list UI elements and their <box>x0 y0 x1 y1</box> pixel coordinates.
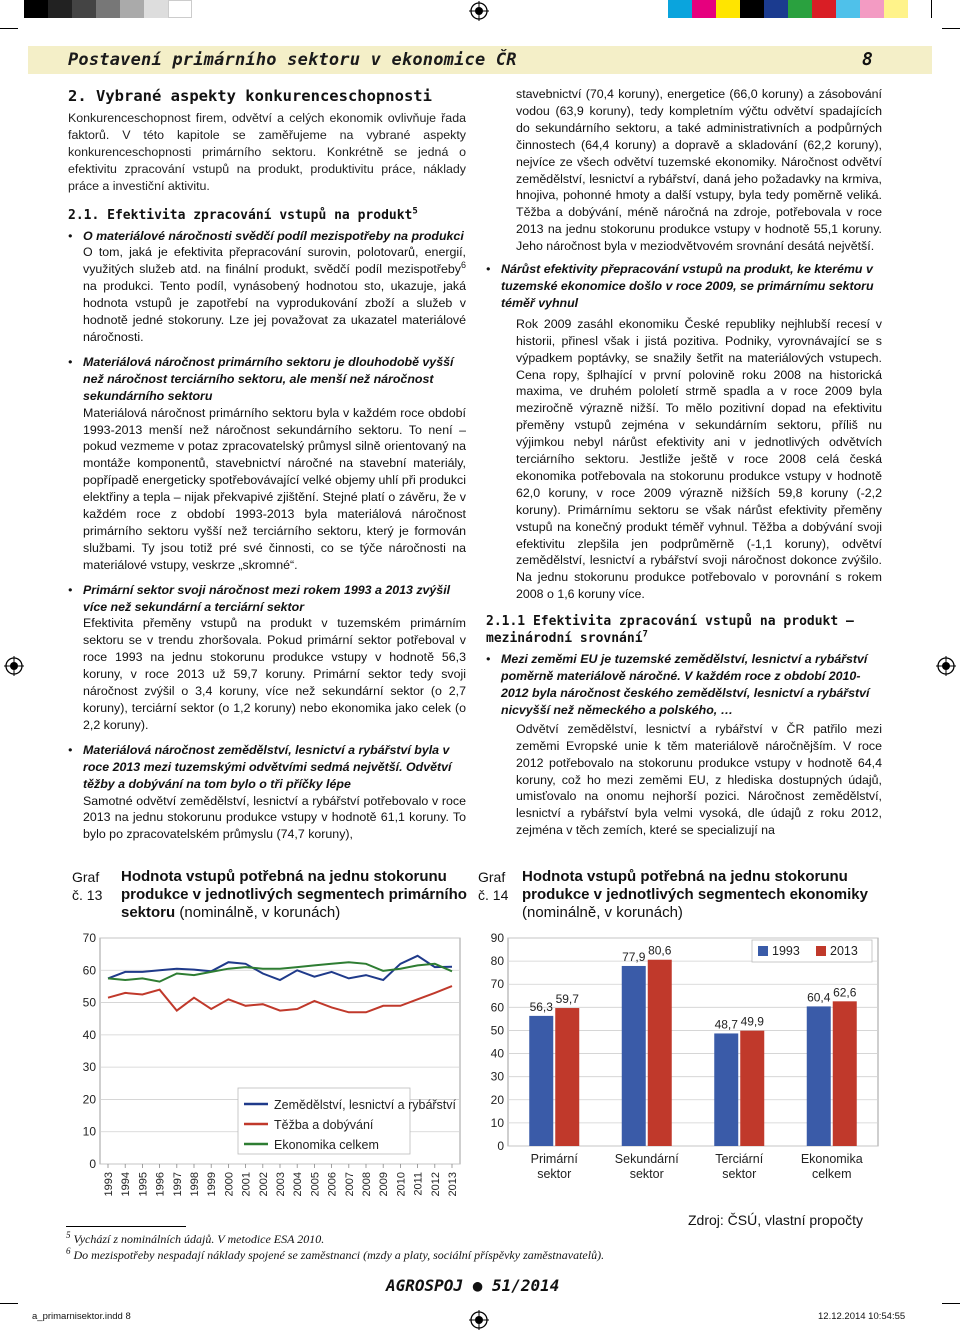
data-label: 49,9 <box>740 1014 764 1029</box>
y-tick-label: 10 <box>490 1115 504 1130</box>
figure-label-line: č. 13 <box>72 887 103 903</box>
figure-title-text: Hodnota vstupů potřebná na jednu stokorunu produkce v jednotlivých segmentech primárního sektoru <box>121 868 467 921</box>
x-tick-label: 1995 <box>137 1172 150 1197</box>
body-paragraph: Efektivita přeměny vstupů na produkt v tuzemském primárním sektoru se v trendu zhoršovala. Pokud primární sektor potřeboval v roce 1993 na jednu stokorunu produkce vstupy v hodnotě 56,3 koruny, v roce 2013 už 59,7 koruny. Primární sektor tedy svoji náročnost zvýšil o 3,4 koruny, více než sekundární sektor (o 2,7 koruny), terciární sektor (o 1,2 koruny) nebo ekonomika jako celek (o 2,2 koruny). <box>83 616 466 732</box>
bar <box>529 1016 553 1146</box>
x-tick-label: 2006 <box>326 1172 339 1197</box>
x-tick-label: Terciární <box>715 1152 764 1166</box>
x-tick-label: Sekundární <box>614 1152 679 1166</box>
x-tick-label: 1994 <box>120 1172 133 1197</box>
x-tick-label: 2004 <box>292 1172 305 1197</box>
y-tick-label: 10 <box>82 1124 96 1139</box>
crop-mark <box>942 28 960 29</box>
y-tick-label: 40 <box>490 1046 504 1061</box>
legend-label: 1993 <box>772 944 800 958</box>
x-tick-label: 1996 <box>154 1172 167 1197</box>
registration-mark-icon <box>936 656 956 676</box>
x-tick-label: 2002 <box>257 1172 270 1197</box>
body-paragraph: Materiálová náročnost primárního sektoru byla v každém roce období 1993-2013 menší než náročnost sekundárního sektoru. To není – pokud vezmeme v potaz zpracovatelský průmysl silně orientovaný na montáže komponentů, stavebnictví náročné na stavební materiály, popřípadě energeticky spotřebovávající velké objemy uhlí při produkci elektřiny a tepla – nijak překvapivé zjištění. Stejné platí o závěru, že v každém roce z období 1993-2013 byla materiálová náročnost primárního sektoru vyšší než terciárního sektoru, který je formován službami. Ty jsou totiž pré své činnosti, co se týče náročnosti na materiálové vstupy, veskrze „skromné“. <box>83 405 466 572</box>
y-tick-label: 50 <box>490 1023 504 1038</box>
footnote <box>66 1248 604 1262</box>
body-paragraph <box>83 244 466 345</box>
bullet-heading: • Mezi zeměmi EU je tuzemské zemědělství, lesnictví a rybářství poměrně materiálově náročné. V každém roce z období 2010-2012 byla náročnost českého zemědělství, lesnictví a rybářství nicvyšší než německého a polského, … <box>501 651 882 719</box>
data-label: 60,4 <box>807 990 831 1005</box>
crop-mark <box>28 0 29 18</box>
y-tick-label: 20 <box>490 1092 504 1107</box>
legend-label: 2013 <box>830 944 858 958</box>
y-tick-label: 0 <box>89 1157 96 1171</box>
figure-label-line: Graf <box>72 869 100 885</box>
y-tick-label: 50 <box>82 995 96 1010</box>
x-tick-label: 2012 <box>429 1172 442 1197</box>
bullet-heading: • Primární sektor svoji náročnost mezi rokem 1993 a 2013 zvýšil více než sekundární a terciární sektor <box>83 582 466 616</box>
bar <box>740 1031 764 1146</box>
y-tick-label: 60 <box>82 963 96 978</box>
x-tick-label: sektor <box>722 1167 757 1181</box>
subsection-heading <box>486 613 882 647</box>
figure-label-line: č. 14 <box>478 887 509 903</box>
crop-mark <box>0 28 18 29</box>
left-column <box>68 86 466 843</box>
footer-brand: AGROSPOJ ● 51/2014 <box>386 1276 560 1295</box>
source-note: Zdroj: ČSÚ, vlastní propočty <box>688 1212 864 1228</box>
legend-label: Zemědělství, lesnictví a rybářství <box>274 1098 457 1112</box>
x-tick-label: 1998 <box>189 1172 201 1197</box>
page-number: 8 <box>862 49 873 70</box>
crop-mark <box>931 0 932 18</box>
x-tick-label: 2011 <box>412 1172 425 1196</box>
body-text: na produkci. Tento podíl, vynásobený hodnotou sto, ukazuje, jaká hodnota vstupů je zapotřebí na vyprodukování zboží a služeb v hodnotě jedné stokoruny. Lze jej považovat za ukazatel materiálové náročnosti. <box>83 279 466 344</box>
figure-title <box>522 868 872 922</box>
x-tick-label: 2000 <box>223 1172 236 1197</box>
subsection-heading <box>68 207 466 224</box>
x-tick-label: 2003 <box>275 1172 287 1197</box>
footnote-text: Do mezispotřeby nespadají náklady spojené se zaměstnanci (mzdy a platy, sociální příspěvky zaměstnavatelů). <box>73 1248 605 1262</box>
body-text: O tom, jaká je efektivita přepracování surovin, polotovarů, energií, využitých služeb atd. na finální produkt, svědčí podíl mezispotřeby <box>83 245 466 277</box>
data-label: 59,7 <box>555 992 579 1007</box>
slug-filename: a_primarnisektor.indd 8 <box>32 1311 131 1322</box>
footnote <box>66 1232 324 1246</box>
bar <box>555 1008 579 1146</box>
x-tick-label: 2010 <box>395 1172 408 1197</box>
running-header-title: Postavení primárního sektoru v ekonomice ČR <box>68 50 517 70</box>
subsection-heading-text: 2.1.1 Efektivita zpracování vstupů na produkt – mezinárodní srovnání <box>486 614 854 647</box>
x-tick-label: Ekonomika <box>800 1152 863 1166</box>
data-label: 77,9 <box>622 949 646 964</box>
color-bar-right <box>668 0 908 18</box>
bar <box>807 1006 831 1146</box>
y-tick-label: 30 <box>82 1060 96 1075</box>
color-bar-left <box>24 0 192 18</box>
subsection-heading-text: 2.1. Efektivita zpracování vstupů na produkt <box>68 207 413 223</box>
figure-label <box>478 868 508 904</box>
line-chart <box>68 926 468 1216</box>
slug-timestamp: 12.12.2014 10:54:55 <box>818 1311 906 1322</box>
registration-mark-icon <box>469 1 489 21</box>
legend-swatch <box>758 946 768 956</box>
x-tick-label: sektor <box>629 1167 664 1181</box>
legend-swatch <box>816 946 826 956</box>
registration-mark-icon <box>4 656 24 676</box>
x-tick-label: 1999 <box>206 1172 219 1197</box>
crop-mark <box>0 1303 18 1304</box>
y-tick-label: 60 <box>490 1000 504 1015</box>
y-tick-label: 70 <box>490 977 504 992</box>
footnote-ref: 6 <box>460 260 466 271</box>
y-tick-label: 70 <box>82 931 96 945</box>
registration-mark-icon <box>469 1310 489 1330</box>
footnote-ref: 7 <box>642 629 648 640</box>
data-label: 56,3 <box>529 999 553 1014</box>
bullet-heading: • O materiálové náročnosti svědčí podíl mezispotřeby na produkci <box>83 228 466 245</box>
section-heading: 2. Vybrané aspekty konkurenceschopnosti <box>68 87 432 105</box>
figure-title-units: (nominálně, v korunách) <box>175 904 341 921</box>
y-tick-label: 80 <box>490 954 504 969</box>
data-label: 48,7 <box>714 1017 738 1032</box>
legend-label: Ekonomika celkem <box>274 1138 379 1152</box>
bar <box>714 1033 738 1146</box>
body-paragraph: stavebnictví (70,4 koruny), energetice (66,0 koruny) a zásobování vodou (63,9 koruny), tedy kompletním výčtu odvětví spadajících do sekundárního sektoru, a také administrativních a podpůrných činnostech (64,4 koruny) a dopravě a skladování (62,2 koruny), nejvíce ze všech odvětví tuzemské ekonomiky. Náročnost odvětví zemědělství, lesnictví a rybářství, daná jeho požadavky na krmiva, hnojiva, pohonné hmoty a další vstupy, byla tedy poměrně veliká. Těžba a dobývání, méně náročná na zdroje, potřebovala v roce 2013 na jednu stokorunu produkce vstupy v hodnotě 55,1 koruny. Jeho náročnost byla v meziodvětvovém srovnání desátá největší. <box>516 87 882 254</box>
x-tick-label: 2013 <box>447 1172 459 1197</box>
y-tick-label: 90 <box>490 931 504 945</box>
bar-chart <box>478 926 882 1214</box>
bullet-heading: • Materiálová náročnost primárního sektoru je dlouhodobě vyšší než náročnost terciárního sektoru, ale menší než náročnost sekundárního sektoru <box>83 354 466 405</box>
legend-label: Těžba a dobývání <box>274 1118 374 1132</box>
figure-title <box>121 868 471 922</box>
legend <box>752 940 872 962</box>
figure-title-units: (nominálně, v korunách) <box>522 904 683 921</box>
x-tick-label: Primární <box>530 1152 578 1166</box>
data-label: 62,6 <box>833 985 857 1000</box>
figure-title-text: Hodnota vstupů potřebná na jednu stokorunu produkce v jednotlivých segmentech ekonomiky <box>522 868 868 903</box>
footnote-text: Vychází z nominálních údajů. V metodice ESA 2010. <box>73 1232 325 1246</box>
figure-label-line: Graf <box>478 869 506 885</box>
bullet-heading: • Materiálová náročnost zemědělství, lesnictví a rybářství byla v roce 2013 mezi tuzemskými odvětvími sedmá největší. Odvětví těžby a dobývání na tom bylo o tři příčky lépe <box>83 742 466 793</box>
x-tick-label: 2007 <box>343 1172 356 1197</box>
bar <box>622 966 646 1146</box>
right-column <box>486 86 882 839</box>
x-tick-label: 1993 <box>103 1172 115 1197</box>
data-label: 80,6 <box>648 943 672 958</box>
footnote-number: 5 <box>66 1230 71 1240</box>
y-tick-label: 30 <box>490 1069 504 1084</box>
x-tick-label: 2001 <box>240 1172 253 1197</box>
body-paragraph: Odvětví zemědělství, lesnictví a rybářství v ČR patřilo mezi zeměmi Evropské unie k těm materiálově náročnějším. V roce 2012 potřebovalo na stokorunu produkce vstupy v hodnotě 64,4 koruny, což ho mezi zeměmi EU, z hlediska dostupných údajů, umisťovalo na onomu nejhorší pozici. Náročnost zemědělství, lesnictví a rybářství byla velmi vysoká, dle údajů z roku 2012, zejména v těch zemích, které se specializují na <box>516 721 882 838</box>
x-tick-label: 2009 <box>378 1172 391 1197</box>
crop-mark <box>942 1303 960 1304</box>
body-paragraph: Rok 2009 zasáhl ekonomiku České republiky nejhlubší recesí v historii, přinesl však i jistá pozitiva. Podniky, vyrovnávající se s výpadkem poptávky, se snažily šetřit na materiálových vstupech. Cena ropy, šplhající v první polovině roku 2008 na historická maxima, ve druhém pololetí strmě spadla a v roce 2009 byla meziročně výrazně nižší. To mělo pozitivní dopad na efektivitu přeměny vstupů zejména v sekundárním sektoru, příliš nu výjimkou nebyl nárůst efektivity ani v jednotlivých odvětvích terciárního sektoru. Jestliže ještě v roce 2008 celá česká ekonomika potřebovala na stokorunu produkce vstupy v hodnotě 62,0 koruny, v roce 2009 výrazně nižších 59,8 koruny (-2,2 koruny). Primárnímu sektoru se však nárůst efektivity přeměny vstupů na konečný produkt téměř vyhnul. Těžba a dobývání svoji efektivitu zlepšila jen podprůměrně (-1,1 koruny), odvětví zemědělství, lesnictví a rybářství svoji náročnost dokonce zvýšilo. Na jednu stokorunu produkce potřebovalo v porovnání s rokem 2008 o 1,6 koruny více. <box>516 316 882 602</box>
y-tick-label: 20 <box>82 1092 96 1107</box>
bullet-heading: • Nárůst efektivity přepracování vstupů na produkt, ke kterému v tuzemské ekonomice došlo v roce 2009, se primárnímu sektoru téměř vyhnul <box>501 261 882 312</box>
x-tick-label: celkem <box>811 1167 852 1181</box>
x-tick-label: 2008 <box>361 1172 373 1197</box>
bar <box>833 1001 857 1146</box>
figure-label <box>72 868 102 904</box>
bar <box>648 960 672 1146</box>
y-tick-label: 0 <box>497 1139 504 1153</box>
y-tick-label: 40 <box>82 1027 96 1042</box>
x-tick-label: 2005 <box>309 1172 322 1197</box>
body-paragraph: Samotné odvětví zemědělství, lesnictví a rybářství potřebovalo v roce 2013 na jednu stokorunu produkce vstupy v hodnotě 61,1 koruny. To bylo po zpracovatelském průmyslu (74,7 koruny), <box>83 793 466 842</box>
footnote-ref: 5 <box>412 206 418 217</box>
footnote-number: 6 <box>66 1246 71 1256</box>
x-tick-label: 1997 <box>171 1172 184 1197</box>
footnote-rule <box>66 1226 186 1227</box>
intro-paragraph: Konkurenceschopnost firem, odvětví a celých ekonomik ovlivňuje řada faktorů. V této kapitole se zaměřujeme na vybrané aspekty konkurenceschopnosti primárního sektoru. Konkrétně se jedná o efektivitu zpracování vstupů na produkt, produktivitu práce, náklady práce a investiční aktivitu. <box>68 111 466 193</box>
x-tick-label: sektor <box>537 1167 572 1181</box>
